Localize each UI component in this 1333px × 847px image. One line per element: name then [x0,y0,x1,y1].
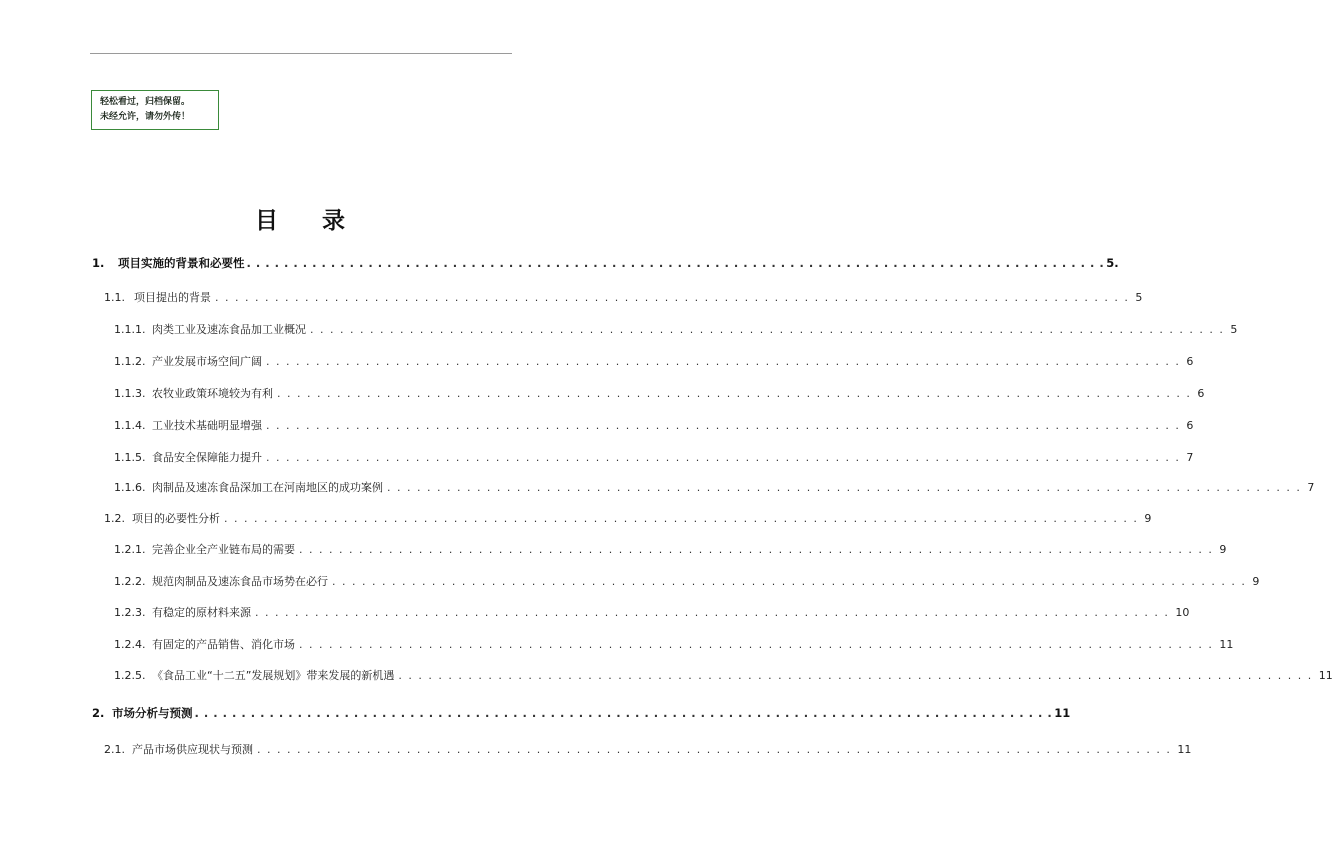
toc-entry-number: 2. [92,706,105,720]
toc-entry-page: 10 [1175,606,1190,619]
stamp-line-1: 轻松看过，归档保留。 [100,97,191,107]
toc-entry-label: 产品市场供应现状与预测 [132,743,253,756]
toc-leader: . . . . . . . . . . . . . . . . . . . . . . . . . . . . . . . . . . . . . . . . . . . . . . . . . . . . . . . . . . . . . . . . . . . . . . . . . . . . . . . . . . . . . . . . . . . . [266,419,1181,432]
toc-entry-page: 9 [1252,575,1260,588]
toc-entry-label: 项目的必要性分析 [132,512,220,525]
toc-entry-1-1[interactable] [104,291,1143,305]
toc-entry-number: 1.1.6. [114,481,146,494]
toc-entry-page: 9 [1219,543,1227,556]
toc-entry-label: 工业技术基础明显增强 [152,419,262,432]
toc-leader: . . . . . . . . . . . . . . . . . . . . . . . . . . . . . . . . . . . . . . . . . . . . . . . . . . . . . . . . . . . . . . . . . . . . . . . . . . . . . . . . . . . . . . . . . . . . [257,743,1172,756]
toc-entry-number: 1.1.4. [114,419,146,432]
toc-entry-label: 有稳定的原材料来源 [152,606,251,619]
toc-entry-page: 11 [1318,669,1333,682]
toc-entry-1-1-5[interactable] [114,451,1194,465]
toc-entry-1-1-4[interactable] [114,419,1194,433]
toc-entry-1-1-2[interactable] [114,355,1194,369]
toc-entry-2[interactable] [92,706,1071,720]
toc-entry-label: 项目实施的背景和必要性 [118,256,245,270]
toc-entry-page: 5 [1135,291,1143,304]
toc-entry-1-2-4[interactable] [114,638,1234,652]
toc-leader: . . . . . . . . . . . . . . . . . . . . . . . . . . . . . . . . . . . . . . . . . . . . . . . . . . . . . . . . . . . . . . . . . . . . . . . . . . . . . . . . . . . . . . . . . . . . [299,543,1214,556]
toc-leader: . . . . . . . . . . . . . . . . . . . . . . . . . . . . . . . . . . . . . . . . . . . . . . . . . . . . . . . . . . . . . . . . . . . . . . . . . . . . . . . . . . . . . . . . . . . . [299,638,1214,651]
toc-entry-number: 1.2.4. [114,638,146,651]
toc-entry-1-1-1[interactable] [114,323,1238,337]
watermark-stamp [91,90,219,130]
header-rule [90,53,512,54]
toc-entry-1-2-3[interactable] [114,606,1190,620]
toc-leader: . . . . . . . . . . . . . . . . . . . . . . . . . . . . . . . . . . . . . . . . . . . . . . . . . . . . . . . . . . . . . . . . . . . . . . . . . . . . . . . . . . . . . . . . . . . . [224,512,1139,525]
toc-entry-label: 完善企业全产业链布局的需要 [152,543,295,556]
toc-entry-number: 1.1.3. [114,387,146,400]
toc-entry-number: 1.2. [104,512,125,525]
toc-entry-number: 1.1.1. [114,323,146,336]
toc-leader: . . . . . . . . . . . . . . . . . . . . . . . . . . . . . . . . . . . . . . . . . . . . . . . . . . . . . . . . . . . . . . . . . . . . . . . . . . . . . . . . . . . . . . . . . . . . [246,256,1105,270]
toc-title: 目 录 [254,207,363,234]
toc-entry-number: 1.2.5. [114,669,146,682]
toc-entry-2-1[interactable] [104,743,1192,757]
toc-leader: . . . . . . . . . . . . . . . . . . . . . . . . . . . . . . . . . . . . . . . . . . . . . . . . . . . . . . . . . . . . . . . . . . . . . . . . . . . . . . . . . . . . . . . . . . . . [255,606,1170,619]
toc-entry-page: 7 [1307,481,1315,494]
toc-entry-number: 1.2.1. [114,543,146,556]
toc-entry-1-1-3[interactable] [114,387,1205,401]
toc-entry-1[interactable] [92,256,1119,270]
toc-entry-page: 11 [1054,706,1071,720]
toc-entry-page: 6 [1186,419,1194,432]
toc-entry-label: 《食品工业“十二五”发展规划》带来发展的新机遇 [152,669,395,682]
toc-leader: . . . . . . . . . . . . . . . . . . . . . . . . . . . . . . . . . . . . . . . . . . . . . . . . . . . . . . . . . . . . . . . . . . . . . . . . . . . . . . . . . . . . . . . . . . . . [277,387,1192,400]
toc-entry-page: 11 [1177,743,1192,756]
toc-leader: . . . . . . . . . . . . . . . . . . . . . . . . . . . . . . . . . . . . . . . . . . . . . . . . . . . . . . . . . . . . . . . . . . . . . . . . . . . . . . . . . . . . . . . . . . . . [215,291,1130,304]
toc-entry-number: 1.1.2. [114,355,146,368]
toc-leader: . . . . . . . . . . . . . . . . . . . . . . . . . . . . . . . . . . . . . . . . . . . . . . . . . . . . . . . . . . . . . . . . . . . . . . . . . . . . . . . . . . . . . . . . . . . . [266,355,1181,368]
toc-entry-1-2-5[interactable] [114,669,1333,683]
toc-entry-label: 市场分析与预测 [112,706,193,720]
toc-entry-label: 农牧业政策环境较为有利 [152,387,273,400]
toc-entry-label: 有固定的产品销售、消化市场 [152,638,295,651]
toc-leader: . . . . . . . . . . . . . . . . . . . . . . . . . . . . . . . . . . . . . . . . . . . . . . . . . . . . . . . . . . . . . . . . . . . . . . . . . . . . . . . . . . . . . . . . . . . . [194,706,1053,720]
toc-entry-number: 1.2.3. [114,606,146,619]
toc-leader: . . . . . . . . . . . . . . . . . . . . . . . . . . . . . . . . . . . . . . . . . . . . . . . . . . . . . . . . . . . . . . . . . . . . . . . . . . . . . . . . . . . . . . . . . . . . [332,575,1247,588]
toc-leader: . . . . . . . . . . . . . . . . . . . . . . . . . . . . . . . . . . . . . . . . . . . . . . . . . . . . . . . . . . . . . . . . . . . . . . . . . . . . . . . . . . . . . . . . . . . . [310,323,1225,336]
toc-entry-1-1-6[interactable] [114,481,1315,495]
toc-entry-page: 11 [1219,638,1234,651]
toc-entry-label: 规范肉制品及速冻食品市场势在必行 [152,575,328,588]
toc-entry-page: 9 [1144,512,1152,525]
toc-entry-label: 产业发展市场空间广阔 [152,355,262,368]
toc-leader: . . . . . . . . . . . . . . . . . . . . . . . . . . . . . . . . . . . . . . . . . . . . . . . . . . . . . . . . . . . . . . . . . . . . . . . . . . . . . . . . . . . . . . . . . . . . [398,669,1313,682]
toc-entry-1-2-1[interactable] [114,543,1227,557]
toc-entry-page: 6 [1186,355,1194,368]
stamp-line-2: 未经允许，请勿外传！ [100,112,191,122]
toc-entry-number: 2.1. [104,743,125,756]
toc-entry-number: 1.1. [104,291,125,304]
toc-entry-label: 肉类工业及速冻食品加工业概况 [152,323,306,336]
toc-entry-label: 肉制品及速冻食品深加工在河南地区的成功案例 [152,481,383,494]
toc-entry-page: 7 [1186,451,1194,464]
toc-entry-number: 1. [92,256,105,270]
toc-leader: . . . . . . . . . . . . . . . . . . . . . . . . . . . . . . . . . . . . . . . . . . . . . . . . . . . . . . . . . . . . . . . . . . . . . . . . . . . . . . . . . . . . . . . . . . . . [387,481,1302,494]
toc-entry-label: 项目提出的背景 [134,291,211,304]
toc-entry-number: 1.2.2. [114,575,146,588]
toc-leader: . . . . . . . . . . . . . . . . . . . . . . . . . . . . . . . . . . . . . . . . . . . . . . . . . . . . . . . . . . . . . . . . . . . . . . . . . . . . . . . . . . . . . . . . . . . . [266,451,1181,464]
toc-entry-page: 5. [1106,256,1119,270]
toc-entry-1-2-2[interactable] [114,575,1260,589]
toc-entry-number: 1.1.5. [114,451,146,464]
toc-entry-page: 5 [1230,323,1238,336]
toc-entry-1-2[interactable] [104,512,1152,526]
toc-entry-label: 食品安全保障能力提升 [152,451,262,464]
toc-entry-page: 6 [1197,387,1205,400]
